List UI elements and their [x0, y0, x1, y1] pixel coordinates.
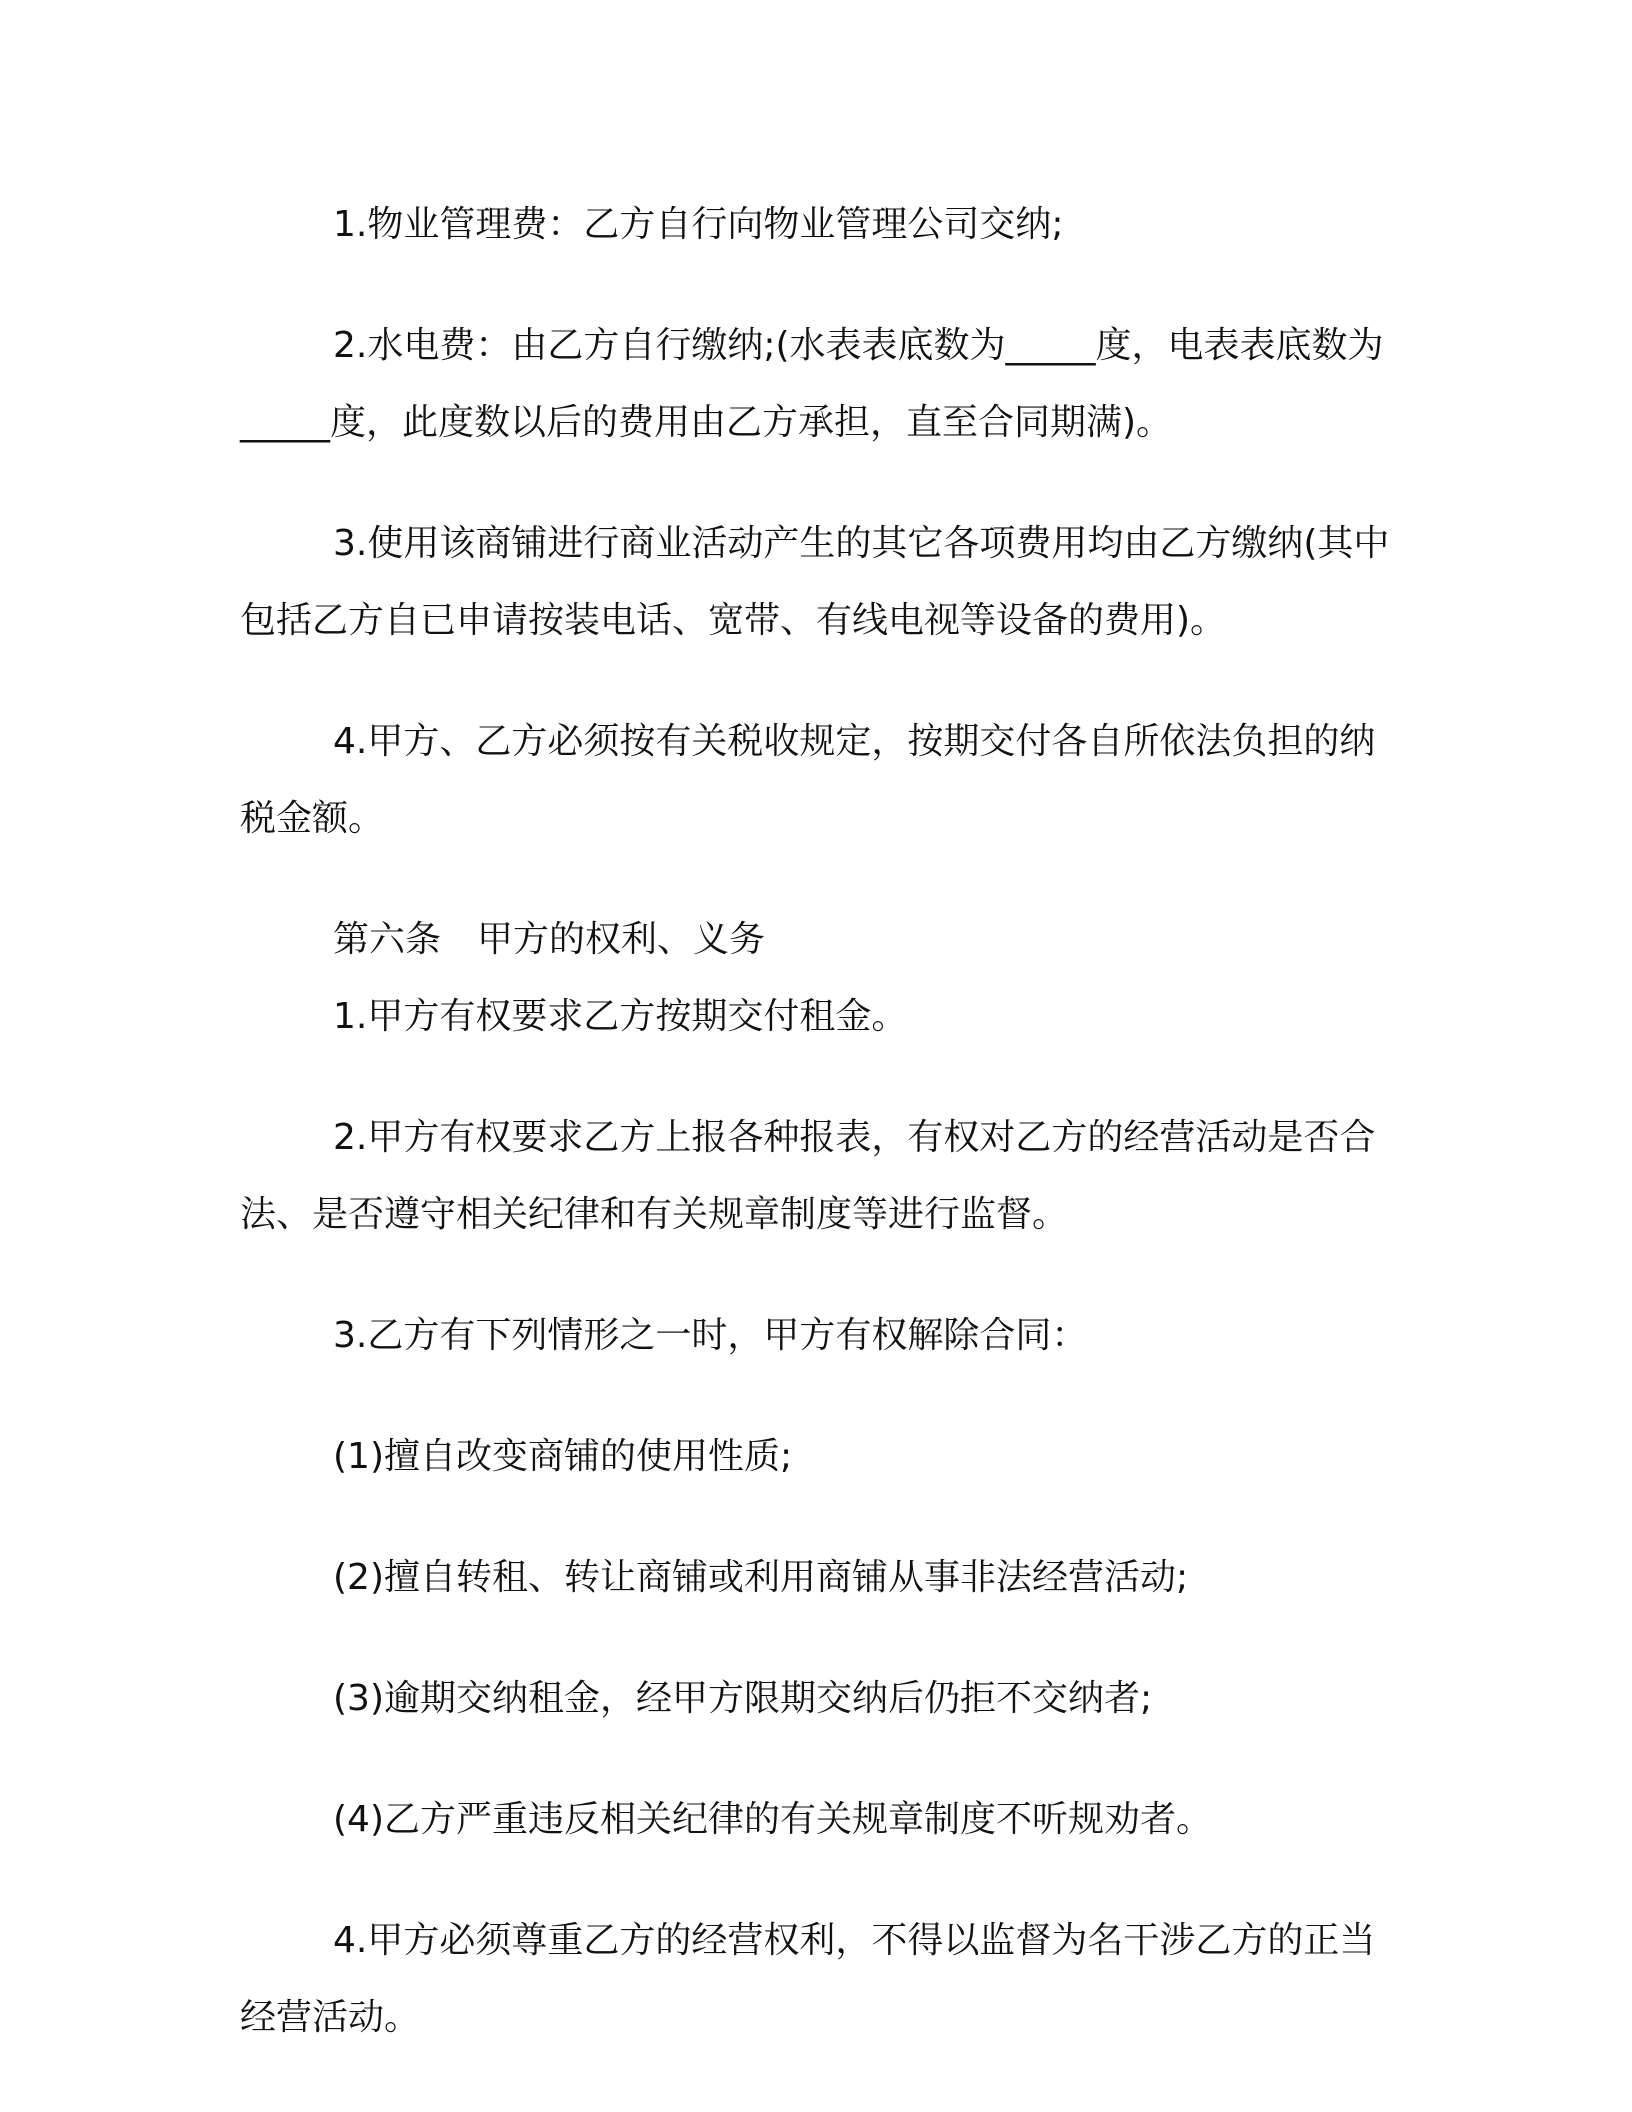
clause-utility-fee: 2.水电费：由乙方自行缴纳;(水表表底数为_____度，电表表底数为_____度，此度数以后的费用由乙方承担，直至合同期满)。 — [240, 325, 1384, 443]
clause-tax: 4.甲方、乙方必须按有关税收规定，按期交付各自所依法负担的纳税金额。 — [240, 721, 1376, 839]
section-heading — [240, 901, 1392, 978]
termination-item-3: (3)逾期交纳租金，经甲方限期交纳后仍拒不交纳者; — [333, 1678, 1153, 1719]
section-number: 第六条 — [333, 919, 442, 960]
obligation-respect-rights: 4.甲方必须尊重乙方的经营权利，不得以监督为名干涉乙方的正当经营活动。 — [240, 1920, 1376, 2038]
section-title: 甲方的权利、义务 — [477, 919, 766, 960]
clause-other-fees: 3.使用该商铺进行商业活动产生的其它各项费用均由乙方缴纳(其中包括乙方自已申请按装电话、宽带、有线电视等设备的费用)。 — [240, 523, 1390, 641]
right-rent-payment: 1.甲方有权要求乙方按期交付租金。 — [333, 996, 908, 1037]
right-supervision: 2.甲方有权要求乙方上报各种报表，有权对乙方的经营活动是否合法、是否遵守相关纪律和有关规章制度等进行监督。 — [240, 1117, 1376, 1235]
document-body — [240, 186, 1392, 2056]
right-termination: 3.乙方有下列情形之一时，甲方有权解除合同： — [333, 1315, 1088, 1356]
clause-property-fee: 1.物业管理费：乙方自行向物业管理公司交纳; — [333, 204, 1064, 245]
termination-item-1: (1)擅自改变商铺的使用性质; — [333, 1436, 793, 1477]
termination-item-2: (2)擅自转租、转让商铺或利用商铺从事非法经营活动; — [333, 1557, 1189, 1598]
termination-item-4: (4)乙方严重违反相关纪律的有关规章制度不听规劝者。 — [333, 1799, 1212, 1840]
